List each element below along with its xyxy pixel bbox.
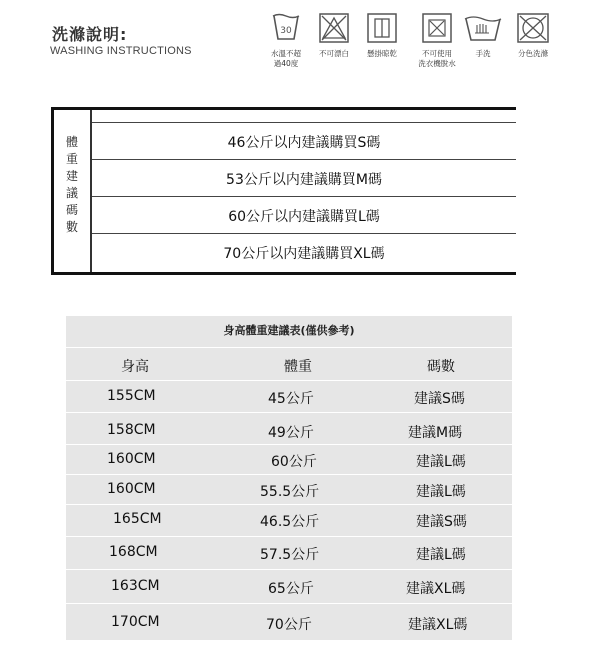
hand-wash-icon	[459, 13, 507, 59]
care-label-separate-wash: 分色洗滌	[518, 49, 548, 58]
care-label-no-tumble-dry: 不可使用 洗衣機脫水	[418, 49, 456, 68]
care-label-wash-30: 水溫不超 過40度	[271, 49, 301, 68]
row-divider	[66, 569, 512, 570]
care-label-hand-wash: 手洗	[475, 49, 491, 58]
wash-30-icon	[262, 13, 310, 69]
row-divider	[66, 444, 512, 445]
row-divider	[66, 412, 512, 413]
header-size: 碼數	[427, 359, 455, 375]
table-row: 46公斤以内建議購買S碼	[92, 122, 516, 160]
table-title: 身高體重建議表(僅供參考)	[223, 324, 355, 337]
height-weight-table: 身高體重建議表(僅供參考) 身高 體重 碼數 155CM 45公斤 建議S碼 158CM 49公斤 建議M碼 160CM 60公斤 建議L碼 160CM 55.5公斤 建議L碼 165CM 46.5公斤 建議S碼 168CM 57.5公斤 建議L碼 163CM 65公斤 建議XL碼 170CM 70公斤 建議XL碼	[66, 316, 512, 640]
row-divider	[66, 504, 512, 505]
table-row: 60公斤以内建議購買L碼	[92, 196, 516, 234]
row-divider	[66, 347, 512, 348]
row-divider	[66, 474, 512, 475]
svg-text:30: 30	[280, 26, 292, 36]
care-label-hang-dry: 懸掛晾乾	[367, 49, 397, 58]
no-bleach-icon	[310, 13, 358, 59]
header-height: 身高	[121, 359, 149, 375]
weight-size-side-label: 體 重 建 議 碼 數	[65, 135, 78, 234]
table-row: 53公斤以内建議購買M碼	[92, 159, 516, 197]
no-tumble-dry-icon	[413, 13, 461, 69]
washing-subtitle: WASHING INSTRUCTIONS	[50, 45, 192, 57]
row-divider	[66, 603, 512, 604]
weight-size-table	[51, 107, 516, 275]
header-weight: 體重	[284, 359, 312, 375]
row-divider	[66, 536, 512, 537]
care-label-no-bleach: 不可漂白	[319, 49, 349, 58]
hang-dry-icon	[358, 13, 406, 59]
row-divider	[66, 380, 512, 381]
separate-wash-icon	[509, 13, 557, 59]
table-row: 70公斤以内建議購買XL碼	[92, 233, 516, 271]
washing-title: 洗滌說明:	[52, 25, 128, 44]
